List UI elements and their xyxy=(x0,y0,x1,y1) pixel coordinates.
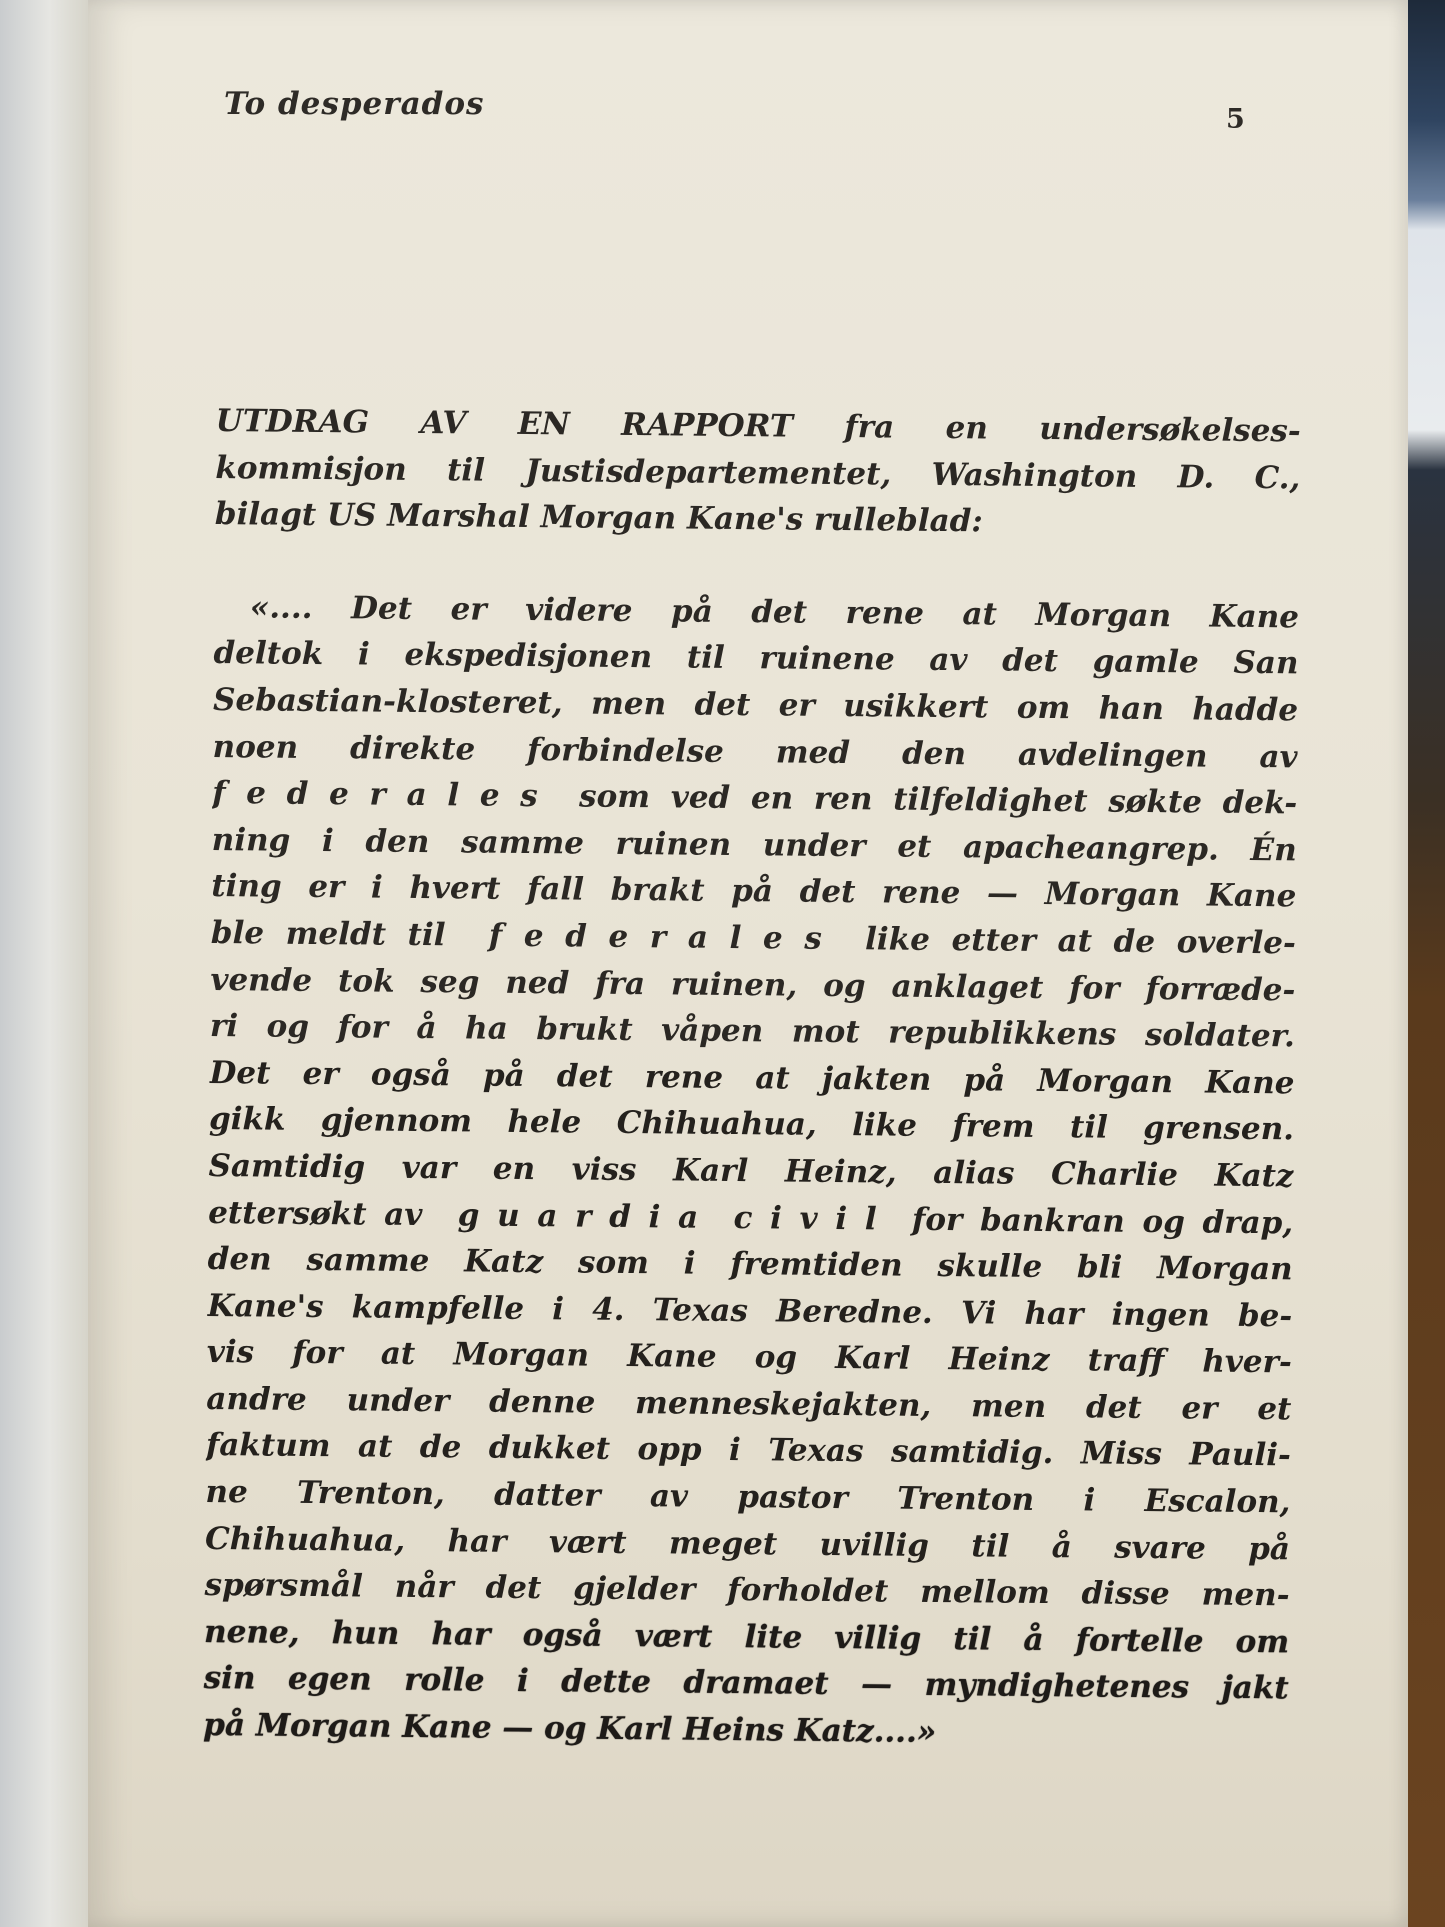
body-line: Chihuahua, har vært meget uvillig til å svare på xyxy=(204,1520,1291,1568)
body-line: ettersøkt av g u a r d i a c i v i l for bankran og drap, xyxy=(208,1194,1294,1241)
body-line: gikk gjennom hele Chihuahua, like frem til grensen. xyxy=(208,1101,1295,1148)
body-line: deltok i ekspedisjonen til ruinene av det gamle San xyxy=(213,635,1299,682)
body-line: ri og for å ha brukt våpen mot republikkens soldater. xyxy=(209,1008,1296,1055)
body-line: sin egen rolle i dette dramaet — myndighetenes jakt xyxy=(203,1660,1289,1707)
book-page xyxy=(88,0,1408,1927)
body-line: ning i den samme ruinen under et apacheangrep. Én xyxy=(211,821,1297,869)
page-number: 5 xyxy=(1226,104,1245,135)
body-line: faktum at de dukket opp i Texas samtidig. Miss Pauli- xyxy=(205,1427,1292,1474)
body-line: ting er i hvert fall brakt på det rene — Morgan Kane xyxy=(211,868,1297,915)
body-line: f e d e r a l e s som ved en ren tilfeldighet søkte dek- xyxy=(212,775,1298,822)
body-line: nene, hun har også vært lite villig til å fortelle om xyxy=(203,1613,1290,1661)
facing-page-edge xyxy=(0,0,90,1927)
body-line: spørsmål når det gjelder forholdet mellom disse men- xyxy=(204,1567,1290,1614)
body-line: vende tok seg ned fra ruinen, og anklaget for forræde- xyxy=(210,961,1296,1008)
body-line: Det er også på det rene at jakten på Morgan Kane xyxy=(209,1054,1295,1102)
body-line: ne Trenton, datter av pastor Trenton i Escalon, xyxy=(205,1474,1291,1521)
body-line: Sebastian-klosteret, men det er usikkert om han hadde xyxy=(212,681,1299,729)
body-line: Samtidig var en viss Karl Heinz, alias Charlie Katz xyxy=(208,1147,1294,1195)
body-line: Kane's kampfelle i 4. Texas Beredne. Vi har ingen be- xyxy=(207,1287,1293,1335)
body-line: ble meldt til f e d e r a l e s like etter at de overle- xyxy=(210,914,1296,962)
heading-line: UTDRAG AV EN RAPPORT fra en undersøkelses- xyxy=(215,402,1301,450)
body-line: på Morgan Kane — og Karl Heins Katz....» xyxy=(203,1706,937,1751)
heading-line: kommisjon til Justisdepartementet, Washington D. C., xyxy=(215,449,1301,497)
body-line: vis for at Morgan Kane og Karl Heinz traff hver- xyxy=(206,1334,1292,1381)
body-line: andre under denne menneskejakten, men det er et xyxy=(206,1380,1292,1428)
body-line: den samme Katz som i fremtiden skulle bli Morgan xyxy=(207,1241,1293,1288)
body-line: noen direkte forbindelse med den avdelingen av xyxy=(212,728,1298,775)
heading-line: bilagt US Marshal Morgan Kane's rulleblad: xyxy=(214,496,983,540)
running-title: To desperados xyxy=(224,86,485,122)
report-excerpt xyxy=(203,398,1301,1759)
body-line: «.... Det er videre på det rene at Morgan Kane xyxy=(249,589,1300,636)
